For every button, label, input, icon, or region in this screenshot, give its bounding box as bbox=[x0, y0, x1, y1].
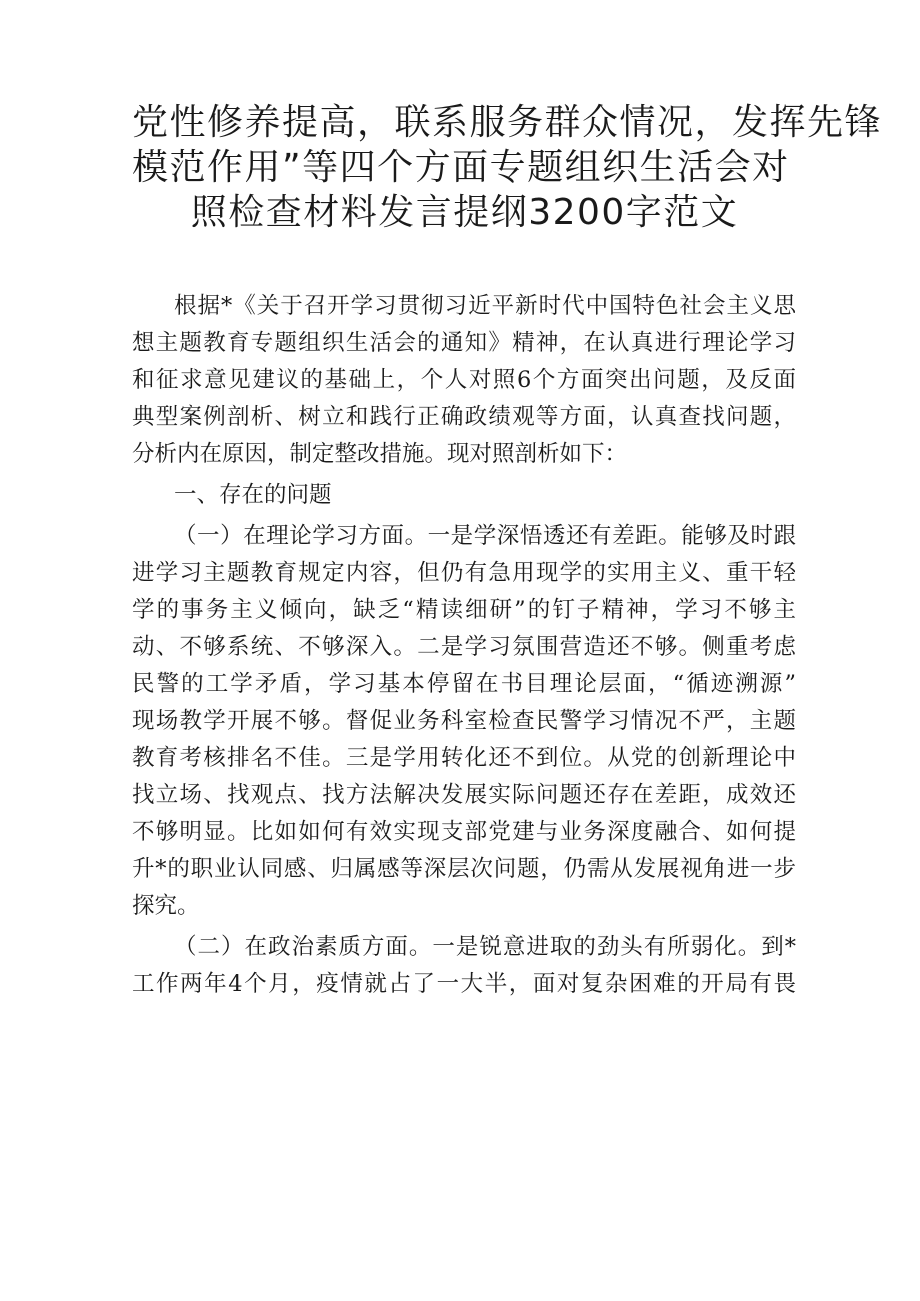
section-heading: 一、存在的问题 bbox=[174, 482, 332, 508]
intro-paragraph bbox=[132, 288, 796, 473]
item-1-paragraph bbox=[132, 518, 796, 925]
item-1-line: 不够明显。比如如何有效实现支部党建与业务深度融合、如何提 bbox=[132, 819, 796, 845]
document-title bbox=[132, 100, 883, 235]
item-1-line: 教育考核排名不佳。三是学用转化还不到位。从党的创新理论中 bbox=[132, 745, 796, 771]
item-1-line: 学的事务主义倾向，缺乏“精读细研”的钉子精神，学习不够主 bbox=[132, 597, 796, 623]
item-1-line: （一）在理论学习方面。一是学深悟透还有差距。能够及时跟 bbox=[174, 523, 796, 549]
title-line-1: 党性修养提高，联系服务群众情况，发挥先锋 bbox=[132, 102, 883, 143]
item-1-line: 探究。 bbox=[132, 893, 200, 919]
document-body bbox=[132, 288, 796, 1003]
intro-line: 典型案例剖析、树立和践行正确政绩观等方面，认真查找问题， bbox=[132, 404, 796, 430]
title-line-2: 模范作用”等四个方面专题组织生活会对 bbox=[132, 147, 790, 188]
item-2-line: 工作两年4个月，疫情就占了一大半，面对复杂困难的开局有畏 bbox=[132, 971, 796, 997]
intro-line: 根据*《关于召开学习贯彻习近平新时代中国特色社会主义思 bbox=[174, 293, 796, 319]
item-1-line: 民警的工学矛盾，学习基本停留在书目理论层面，“循迹溯源” bbox=[132, 671, 796, 697]
item-1-line: 进学习主题教育规定内容，但仍有急用现学的实用主义、重干轻 bbox=[132, 560, 796, 586]
intro-line: 分析内在原因，制定整改措施。现对照剖析如下： bbox=[132, 441, 628, 467]
item-1-line: 动、不够系统、不够深入。二是学习氛围营造还不够。侧重考虑 bbox=[132, 634, 796, 660]
item-2-paragraph bbox=[132, 929, 796, 1003]
item-1-line: 升*的职业认同感、归属感等深层次问题，仍需从发展视角进一步 bbox=[132, 856, 796, 882]
item-1-line: 现场教学开展不够。督促业务科室检查民警学习情况不严，主题 bbox=[132, 708, 796, 734]
intro-line: 想主题教育专题组织生活会的通知》精神，在认真进行理论学习 bbox=[132, 330, 796, 356]
item-2-line: （二）在政治素质方面。一是锐意进取的劲头有所弱化。到* bbox=[174, 934, 796, 960]
intro-line: 和征求意见建议的基础上，个人对照6个方面突出问题，及反面 bbox=[132, 367, 796, 393]
title-line-3: 照检查材料发言提纲3200字范文 bbox=[190, 192, 739, 233]
item-1-line: 找立场、找观点、找方法解决发展实际问题还存在差距，成效还 bbox=[132, 782, 796, 808]
